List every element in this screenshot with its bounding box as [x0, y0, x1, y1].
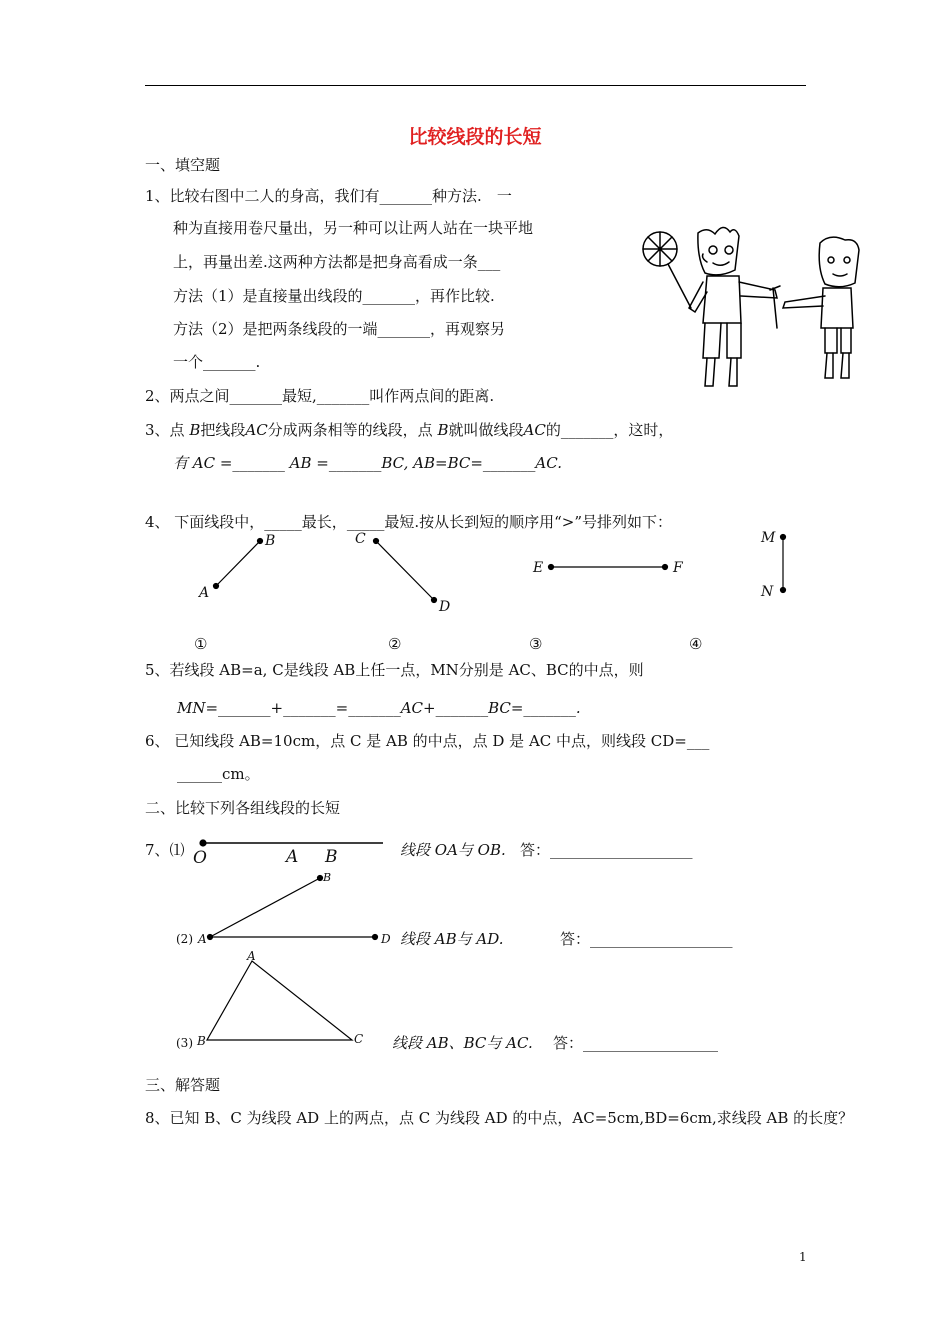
q4-circled-4: ④ [689, 635, 703, 653]
q1-line5: 方法（2）是把两条线段的一端_______，再观察另 [173, 320, 506, 338]
q4-circled-2: ② [388, 635, 402, 653]
page-title: 比较线段的长短 [408, 126, 542, 148]
q5-line2: MN=_______+_______=_______AC+_______BC=_______. [177, 699, 581, 717]
q4-label-a: A [199, 585, 210, 601]
q3-line1: 3、点 B把线段AC分成两条相等的线段，点 B就叫做线段AC的_______，这时， [145, 421, 674, 439]
q4-label-m: M [761, 530, 776, 546]
q7-p3-label-a: A [247, 949, 256, 963]
q1-line6: 一个_______. [173, 353, 261, 371]
q7-p1-answer: 答：___________________ [520, 841, 693, 859]
q4-label-f: F [673, 560, 683, 576]
q7-p3-label-b: B [197, 1034, 206, 1048]
q3-line2: 有 AC =_______ AB =_______BC, AB=BC=_______AC. [173, 454, 562, 472]
q7-p2-number: (2) [176, 932, 193, 946]
section1-heading: 一、填空题 [145, 156, 221, 174]
q1-line2: 种为直接用卷尺量出，另一种可以让两人站在一块平地 [173, 219, 534, 237]
q4-circled-3: ③ [529, 635, 543, 653]
q7-number: 7、⑴ [145, 841, 185, 859]
q7-p3-label-c: C [354, 1032, 364, 1046]
q4-label-c: C [355, 531, 366, 547]
q1-line3: 上，再量出差.这两种方法都是把身高看成一条___ [173, 253, 501, 271]
q5-line1: 5、若线段 AB=a, C是线段 AB上任一点，MN分别是 AC、BC的中点，则 [145, 661, 644, 679]
q7-p2-label-b: B [323, 871, 332, 884]
q6-line1: 6、 已知线段 AB=10cm，点 C 是 AB 的中点，点 D 是 AC 中点，则线段 CD=___ [145, 732, 710, 750]
section2-heading: 二、比较下列各组线段的长短 [145, 799, 341, 817]
q7-p3-text: 线段 AB、BC与 AC. [392, 1034, 533, 1052]
q7-p2-text: 线段 AB与 AD. [400, 930, 504, 948]
q7-p3-answer: 答：__________________ [553, 1034, 719, 1052]
q4-label-e: E [533, 560, 544, 576]
q1-line4: 方法（1）是直接量出线段的_______，再作比较. [173, 287, 495, 305]
q8-text: 8、已知 B、C 为线段 AD 上的两点，点 C 为线段 AD 的中点，AC=5cm,BD=6cm,求线段 AB 的长度？ [145, 1109, 854, 1127]
q7-p2-answer: 答：___________________ [560, 930, 733, 948]
q4-text: 4、 下面线段中，_____最长，_____最短.按从长到短的顺序用“>”号排列如下： [145, 513, 672, 531]
q7-p2-label-a: A [198, 932, 207, 946]
q2-text: 2、两点之间_______最短,_______叫作两点间的距离. [145, 387, 495, 405]
section3-heading: 三、解答题 [145, 1076, 221, 1094]
q4-label-b: B [265, 533, 276, 549]
q1-line1: 1、比较右图中二人的身高，我们有_______种方法. 一 [145, 187, 512, 205]
q4-label-d: D [439, 599, 451, 615]
q7-p1-label-a: A [286, 847, 299, 867]
q7-p1-label-b: B [325, 847, 338, 867]
q4-label-n: N [761, 584, 774, 600]
page-number: 1 [799, 1250, 807, 1264]
q7-p2-label-d: D [381, 932, 391, 946]
q7-p1-label-o: O [193, 848, 207, 868]
q6-line2: ______cm。 [177, 765, 260, 783]
q4-circled-1: ① [194, 635, 208, 653]
q7-p1-text: 线段 OA与 OB. [400, 841, 506, 859]
q7-p3-number: (3) [176, 1036, 193, 1050]
